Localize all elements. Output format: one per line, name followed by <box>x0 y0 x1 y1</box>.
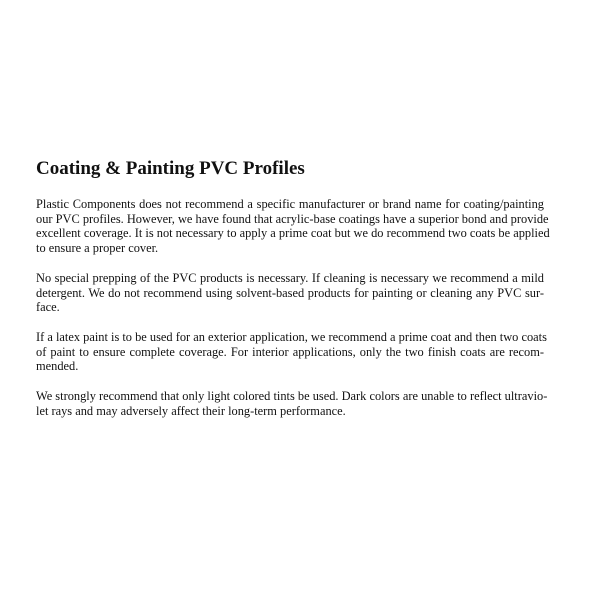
paragraph-line: If a latex paint is to be used for an exterior application, we recommend a prime coat and then two coats <box>36 329 547 344</box>
paragraph-prepping <box>36 271 544 315</box>
document-body <box>36 157 550 433</box>
paragraph-coating-recommendation <box>36 197 550 256</box>
paragraph-line: let rays and may adversely affect their long-term performance. <box>36 403 346 418</box>
paragraph-line: of paint to ensure complete coverage. For interior applications, only the two finish coats are recom- <box>36 344 544 359</box>
page-title: Coating & Painting PVC Profiles <box>36 158 305 179</box>
paragraph-line: our PVC profiles. However, we have found that acrylic-base coatings have a superior bond and provide <box>36 211 549 226</box>
paragraph-line: to ensure a proper cover. <box>36 241 159 256</box>
paragraph-line: We strongly recommend that only light colored tints be used. Dark colors are unable to reflect ultravio- <box>36 389 548 404</box>
paragraph-line: mended. <box>36 359 79 374</box>
paragraph-line: face. <box>36 300 60 315</box>
paragraph-color-tints <box>36 389 548 418</box>
paragraph-line: detergent. We do not recommend using solvent-based products for painting or cleaning any PVC sur- <box>36 285 544 300</box>
paragraph-line: No special prepping of the PVC products is necessary. If cleaning is necessary we recommend a mild <box>36 270 544 285</box>
paragraph-line: excellent coverage. It is not necessary to apply a prime coat but we do recommend two coats be applied <box>36 226 550 241</box>
paragraph-latex-paint <box>36 329 547 374</box>
paragraph-line: Plastic Components does not recommend a specific manufacturer or brand name for coating/painting <box>36 197 544 211</box>
